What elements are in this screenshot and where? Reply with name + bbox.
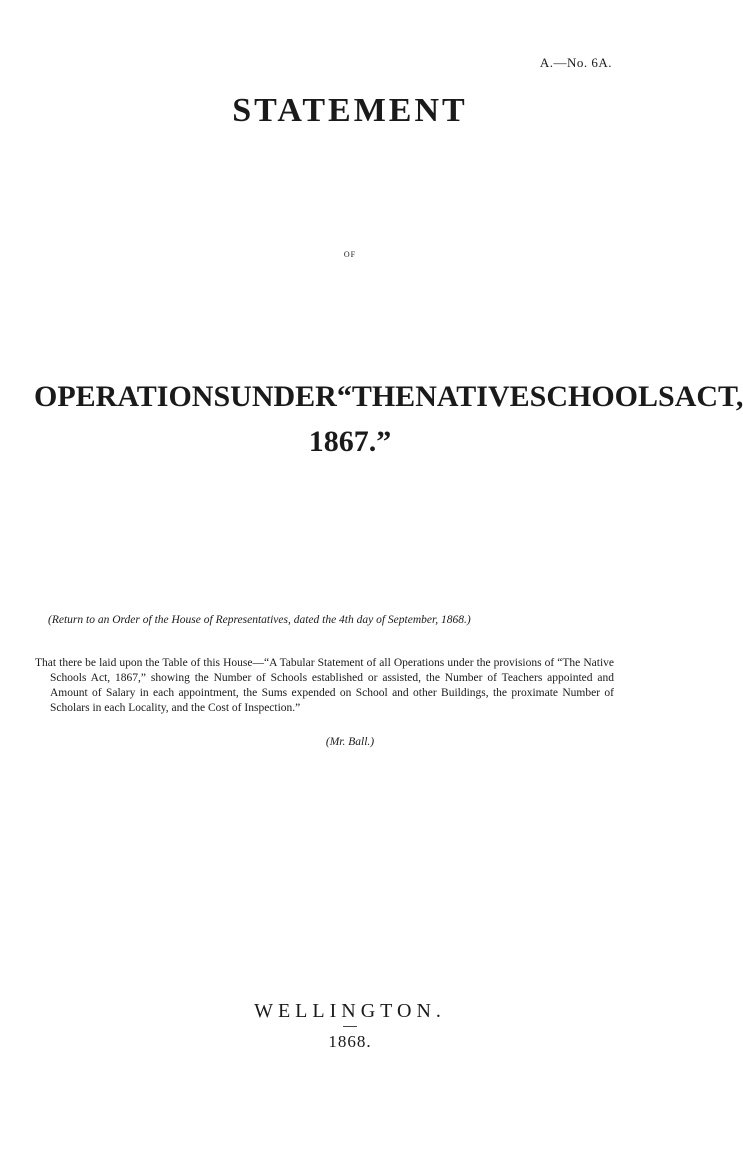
title-word: UNDER: [230, 380, 337, 413]
imprint-year: 1868.: [328, 1032, 372, 1051]
title-word: NATIVE: [415, 380, 530, 413]
heading-of: OF: [343, 250, 357, 259]
return-note: (Return to an Order of the House of Representatives, dated the 4th day of September, 1868.): [48, 614, 471, 626]
title-word: OPERATIONS: [34, 380, 231, 413]
imprint-rule: [343, 1026, 357, 1027]
title-line-2: 1867.”: [308, 425, 392, 458]
title-word: ACT,: [674, 380, 743, 413]
title-line-1: [34, 380, 743, 414]
heading-statement: STATEMENT: [232, 92, 468, 129]
mover-name: (Mr. Ball.): [325, 736, 375, 748]
motion-text: That there be laid upon the Table of this House—“A Tabular Statement of all Operations under the provisions of “The Native Schools Act, 1867,” showing the Number of Schools established or assisted, the Number of Teachers appointed and Amount of Salary in each appointment, the Sums expended on School and other Buildings, the proximate Number of Scholars in each Locality, and the Cost of Inspection.”: [35, 657, 614, 714]
title-word: “THE: [336, 380, 416, 413]
imprint-place: WELLINGTON.: [254, 1000, 446, 1022]
document-reference: A.—No. 6A.: [539, 55, 612, 70]
title-word: SCHOOLS: [529, 380, 675, 413]
